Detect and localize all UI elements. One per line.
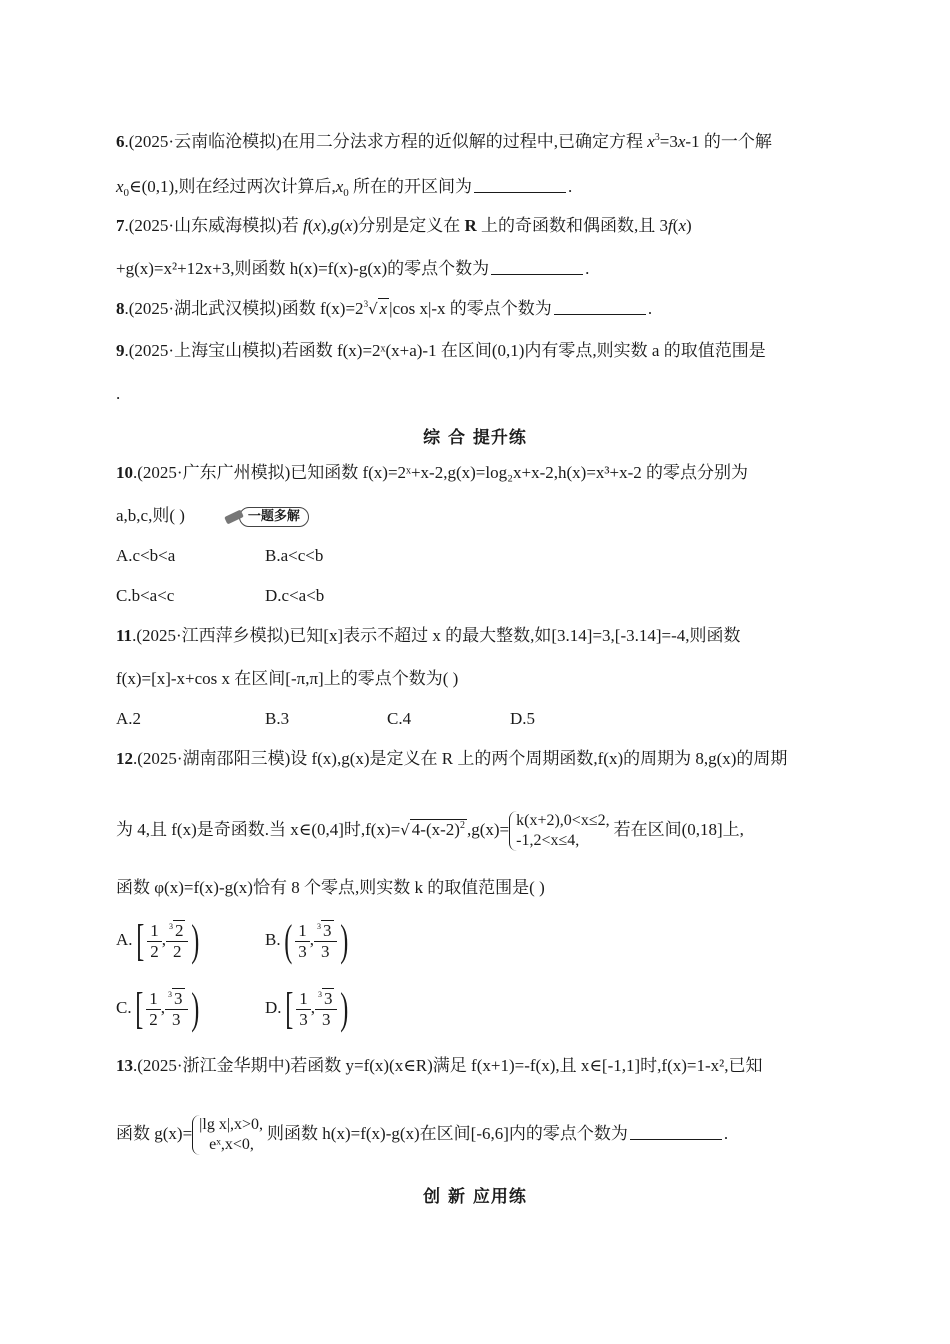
denominator: 2 xyxy=(172,941,182,961)
option-label: B. xyxy=(265,930,281,949)
root-expression: 4-(x-2) xyxy=(411,820,460,839)
question-text: ( xyxy=(672,216,679,235)
question-9-line-2 xyxy=(116,383,120,405)
question-text: 函数 g(x)= xyxy=(116,1124,193,1143)
option-a[interactable]: A.[ $\frac{1}{2}$ , $\frac{^3 2}{2}$ ) xyxy=(116,916,200,966)
question-number: 10 xyxy=(116,463,133,482)
cube-root xyxy=(364,298,390,320)
question-text: -1 的一个解 xyxy=(685,132,772,151)
option-b[interactable]: B.( $\frac{1}{3}$ , $\frac{^3 3}{3}$ ) xyxy=(265,916,348,966)
fraction xyxy=(166,921,189,962)
question-text: +g(x)=x²+12x+3,则函数 h(x)=f(x)-g(x)的零点个数为 xyxy=(116,259,490,278)
subscript: 0 xyxy=(123,187,130,199)
right-paren: ) xyxy=(191,916,200,966)
question-number: 8 xyxy=(116,299,125,318)
numerator: 1 xyxy=(295,921,310,942)
option-label: D. xyxy=(265,998,282,1017)
question-number: 9 xyxy=(116,341,125,360)
piecewise-function xyxy=(509,811,613,851)
question-number: 12 xyxy=(116,749,133,768)
numerator xyxy=(314,921,337,942)
option-d[interactable]: D.[ $\frac{1}{3}$ , $\frac{^3 3}{3}$ ) xyxy=(265,984,349,1034)
question-text: .(2025·广东广州模拟)已知函数 f(x)=2ˣ+x-2,g(x)=log₂x+x-2,h(x)=x³+x-2 的零点分别为 xyxy=(133,463,749,482)
root-argument xyxy=(410,819,467,839)
denominator: 3 xyxy=(321,941,330,961)
question-text: . xyxy=(568,177,573,196)
math-var: x xyxy=(678,216,686,235)
right-paren: ) xyxy=(340,984,349,1034)
question-7-line-2 xyxy=(116,258,589,280)
question-text: . xyxy=(647,299,653,318)
question-12-line-3 xyxy=(116,877,545,899)
root-argument: 3 xyxy=(323,988,333,1008)
question-11-line-1 xyxy=(116,625,741,647)
question-number: 6 xyxy=(116,132,125,151)
left-bracket: [ xyxy=(135,916,144,966)
option-label: C. xyxy=(116,998,132,1017)
root-index: 3 xyxy=(363,299,369,309)
question-number: 13 xyxy=(116,1056,133,1075)
fraction xyxy=(147,921,162,962)
numerator xyxy=(166,921,189,942)
subscript: 0 xyxy=(343,187,349,199)
question-text: .(2025·浙江金华期中)若函数 y=f(x)(x∈R)满足 f(x+1)=-f(x),且 x∈[-1,1]时,f(x)=1-x²,已知 xyxy=(133,1056,763,1075)
fraction xyxy=(314,921,337,962)
question-text: . xyxy=(723,1124,729,1143)
math-var: x xyxy=(345,216,353,235)
option-a[interactable]: A.c<b<a xyxy=(116,546,176,565)
question-text: ( xyxy=(307,216,314,235)
question-10-line-2 xyxy=(116,505,309,527)
numerator: 1 xyxy=(147,921,162,942)
badge-label: 一题多解 xyxy=(239,507,309,527)
fraction xyxy=(315,989,338,1030)
question-text: .(2025·上海宝山模拟)若函数 f(x)=2ˣ(x+a)-1 在区间(0,1)内有零点,则实数 a 的取值范围是 xyxy=(124,341,766,360)
question-12-line-1 xyxy=(116,748,787,770)
option-b[interactable]: B.3 xyxy=(265,709,290,728)
question-text: 上的奇函数和偶函数,且 3 xyxy=(476,216,669,235)
question-10-line-1 xyxy=(116,462,748,484)
answer-blank[interactable] xyxy=(491,260,583,275)
denominator: 2 xyxy=(149,1009,158,1029)
question-number: 11 xyxy=(116,626,133,645)
question-7-line-1 xyxy=(116,215,692,237)
root-argument: 3 xyxy=(174,988,183,1008)
math-var: f xyxy=(668,216,673,235)
option-label: A. xyxy=(116,930,133,949)
numerator xyxy=(315,989,338,1010)
question-text: .(2025·江西萍乡模拟)已知[x]表示不超过 x 的最大整数,如[3.14]=3,[-3.14]=-4,则函数 xyxy=(132,626,741,645)
math-var: f xyxy=(302,216,308,235)
question-text: 为 4,且 f(x)是奇函数.当 x∈(0,4]时,f(x)= xyxy=(116,820,401,839)
option-c[interactable]: C.b<a<c xyxy=(116,586,175,605)
question-11-line-2 xyxy=(116,668,458,690)
left-bracket: [ xyxy=(134,984,143,1034)
math-var: x xyxy=(313,216,321,235)
question-text: ∈(0,1),则在经过两次计算后, xyxy=(129,177,336,196)
question-text: .(2025·湖北武汉模拟)函数 xyxy=(124,299,320,318)
denominator: 3 xyxy=(299,1009,308,1029)
right-paren: ) xyxy=(190,984,199,1034)
question-text: .(2025·湖南邵阳三模)设 f(x),g(x)是定义在 R 上的两个周期函数,f(x)的周期为 8,g(x)的周期 xyxy=(133,749,788,768)
piece-case-1: k(x+2),0<x≤2, xyxy=(516,812,610,830)
denominator: 3 xyxy=(321,1009,331,1029)
section-heading-comprehensive: 综 合 提升练 xyxy=(423,428,527,448)
question-text: =3 xyxy=(659,132,678,151)
root-argument: x xyxy=(379,299,388,318)
option-c[interactable]: C.4 xyxy=(387,709,412,728)
question-13-line-1 xyxy=(116,1055,763,1077)
question-text: . xyxy=(116,384,121,403)
piecewise-function xyxy=(192,1115,267,1155)
math-set: R xyxy=(464,216,477,235)
superscript: 3 xyxy=(654,132,660,143)
question-text: 若在区间(0,18]上, xyxy=(613,820,744,839)
question-text: f(x)=[x]-x+cos x 在区间[-π,π]上的零点个数为( ) xyxy=(116,669,459,688)
question-text: 所在的开区间为 xyxy=(348,177,472,196)
option-d[interactable]: D.c<a<b xyxy=(265,586,325,605)
multi-solution-badge xyxy=(225,507,309,527)
question-8 xyxy=(116,298,652,320)
question-text: 函数 φ(x)=f(x)-g(x)恰有 8 个零点,则实数 k 的取值范围是( ) xyxy=(116,878,545,897)
denominator: 3 xyxy=(172,1009,181,1029)
root-index: 3 xyxy=(317,989,322,999)
answer-blank[interactable] xyxy=(474,178,566,193)
root-index: 3 xyxy=(317,921,321,931)
root-index: 3 xyxy=(168,921,173,931)
fraction xyxy=(146,989,161,1030)
piece-case-2: -1,2<x≤4, xyxy=(516,832,580,850)
piece-case-2: eˣ,x<0, xyxy=(209,1136,254,1154)
math-var: x xyxy=(116,177,124,196)
option-a[interactable]: A.2 xyxy=(116,709,142,728)
section-heading-innovation: 创 新 应用练 xyxy=(423,1187,527,1207)
math-var: x xyxy=(677,132,686,151)
question-text: .(2025·山东威海模拟)若 xyxy=(124,216,303,235)
question-text: .(2025·云南临沧模拟)在用二分法求方程的近似解的过程中,已确定方程 xyxy=(124,132,648,151)
question-text: . xyxy=(585,259,590,278)
root-index: 3 xyxy=(168,989,172,999)
right-paren: ) xyxy=(339,916,348,966)
denominator: 3 xyxy=(298,941,307,961)
option-c[interactable]: C.[ $\frac{1}{2}$ , $\frac{^3 3}{3}$ ) xyxy=(116,984,199,1034)
root-argument: 2 xyxy=(174,920,184,940)
option-b[interactable]: B.a<c<b xyxy=(265,546,324,565)
math-var: g xyxy=(330,216,340,235)
question-text: 则函数 h(x)=f(x)-g(x)在区间[-6,6]内的零点个数为 xyxy=(267,1124,628,1143)
question-9 xyxy=(116,340,766,362)
radical-icon: √ xyxy=(368,300,378,318)
superscript: 2 xyxy=(459,820,465,831)
question-6-line-1 xyxy=(116,131,772,153)
left-bracket: [ xyxy=(284,984,293,1034)
left-paren: ( xyxy=(283,916,292,966)
radical-icon: √ xyxy=(400,821,410,839)
answer-blank[interactable] xyxy=(554,300,646,315)
option-d[interactable]: D.5 xyxy=(510,709,536,728)
question-13-line-2 xyxy=(116,1112,728,1156)
numerator: 1 xyxy=(296,989,311,1010)
question-text: )分别是定义在 xyxy=(352,216,465,235)
question-text: ( xyxy=(339,216,346,235)
question-12-line-2 xyxy=(116,808,744,852)
question-text: ) xyxy=(685,216,692,235)
question-number: 7 xyxy=(116,216,125,235)
math-var: x xyxy=(647,132,655,151)
math-expression: f(x)=2 xyxy=(319,299,364,318)
fraction xyxy=(165,989,188,1030)
answer-blank[interactable] xyxy=(630,1125,722,1140)
question-text: |cos x|-x 的零点个数为 xyxy=(389,299,552,318)
square-root xyxy=(400,808,467,852)
math-var: x xyxy=(335,177,344,196)
question-text: a,b,c,则( ) xyxy=(116,506,185,525)
denominator: 2 xyxy=(150,941,159,961)
numerator: 1 xyxy=(146,989,161,1010)
root-argument: 3 xyxy=(323,920,332,940)
piece-case-1: |lg x|,x>0, xyxy=(199,1116,264,1134)
question-text: ,g(x)= xyxy=(466,820,510,839)
fraction xyxy=(296,989,311,1030)
question-6-line-2 xyxy=(116,176,572,198)
fraction xyxy=(295,921,310,962)
question-text: ), xyxy=(320,216,331,235)
numerator xyxy=(165,989,188,1010)
